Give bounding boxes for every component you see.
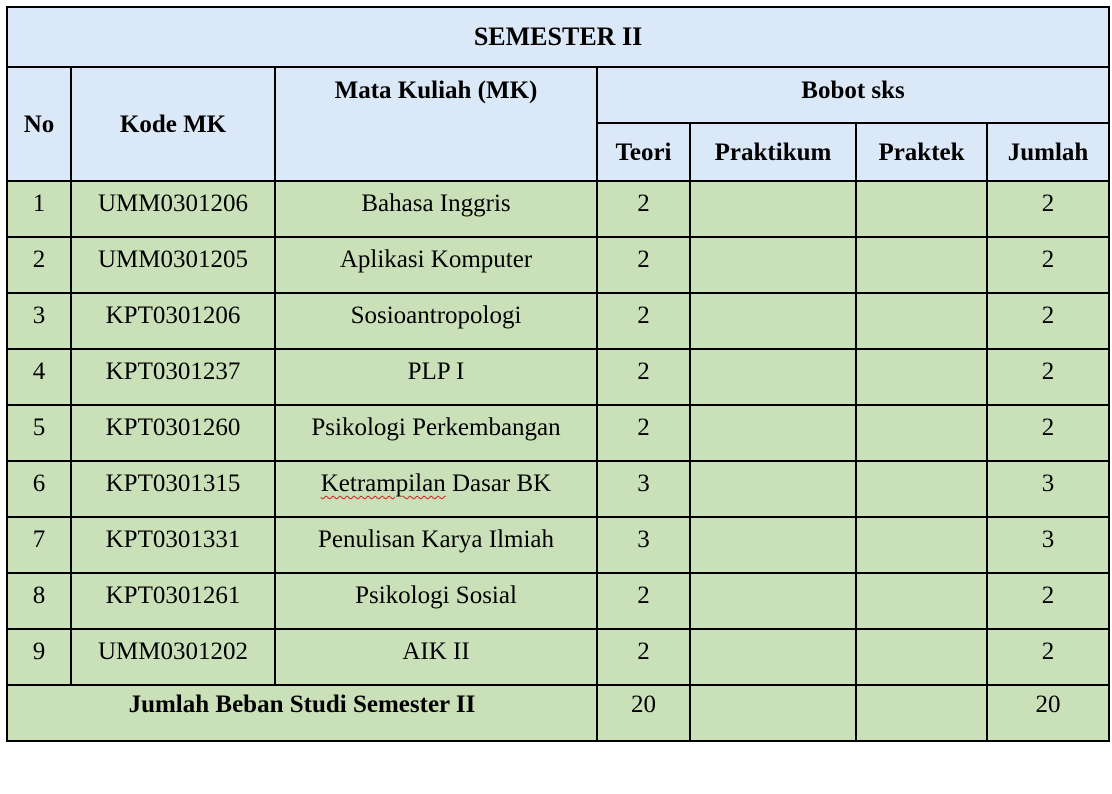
cell-no: 6 bbox=[7, 461, 71, 517]
cell-praktikum bbox=[690, 405, 856, 461]
cell-praktek bbox=[856, 405, 987, 461]
table-row bbox=[7, 181, 1109, 237]
cell-mata-kuliah: PLP I bbox=[275, 349, 597, 405]
cell-jumlah: 2 bbox=[987, 629, 1109, 685]
total-label: Jumlah Beban Studi Semester II bbox=[7, 685, 597, 741]
cell-praktikum bbox=[690, 181, 856, 237]
total-row bbox=[7, 685, 1109, 741]
table-row bbox=[7, 573, 1109, 629]
cell-kode-mk: KPT0301331 bbox=[71, 517, 275, 573]
header-praktikum: Praktikum bbox=[690, 123, 856, 181]
cell-mata-kuliah: Psikologi Perkembangan bbox=[275, 405, 597, 461]
cell-mata-kuliah-rest: Dasar BK bbox=[445, 470, 552, 497]
cell-praktek bbox=[856, 461, 987, 517]
cell-praktek bbox=[856, 517, 987, 573]
cell-mata-kuliah: Psikologi Sosial bbox=[275, 573, 597, 629]
cell-teori: 2 bbox=[597, 573, 690, 629]
cell-kode-mk: KPT0301206 bbox=[71, 293, 275, 349]
cell-praktikum bbox=[690, 461, 856, 517]
header-praktek: Praktek bbox=[856, 123, 987, 181]
cell-teori: 2 bbox=[597, 405, 690, 461]
table-row bbox=[7, 293, 1109, 349]
cell-mata-kuliah bbox=[275, 461, 597, 517]
cell-no: 2 bbox=[7, 237, 71, 293]
total-praktikum bbox=[690, 685, 856, 741]
header-teori: Teori bbox=[597, 123, 690, 181]
cell-praktikum bbox=[690, 573, 856, 629]
cell-jumlah: 3 bbox=[987, 461, 1109, 517]
cell-mata-kuliah: AIK II bbox=[275, 629, 597, 685]
cell-praktikum bbox=[690, 293, 856, 349]
cell-praktek bbox=[856, 237, 987, 293]
cell-no: 3 bbox=[7, 293, 71, 349]
table-row bbox=[7, 461, 1109, 517]
cell-teori: 2 bbox=[597, 237, 690, 293]
header-kode-mk: Kode MK bbox=[71, 67, 275, 181]
cell-praktikum bbox=[690, 237, 856, 293]
table-row bbox=[7, 517, 1109, 573]
table-row bbox=[7, 629, 1109, 685]
cell-kode-mk: UMM0301202 bbox=[71, 629, 275, 685]
cell-teori: 2 bbox=[597, 181, 690, 237]
cell-no: 8 bbox=[7, 573, 71, 629]
cell-jumlah: 2 bbox=[987, 237, 1109, 293]
table-row bbox=[7, 349, 1109, 405]
cell-praktek bbox=[856, 629, 987, 685]
cell-praktek bbox=[856, 349, 987, 405]
cell-teori: 2 bbox=[597, 293, 690, 349]
table-row bbox=[7, 405, 1109, 461]
cell-jumlah: 2 bbox=[987, 181, 1109, 237]
cell-no: 1 bbox=[7, 181, 71, 237]
cell-kode-mk: KPT0301261 bbox=[71, 573, 275, 629]
cell-praktek bbox=[856, 573, 987, 629]
cell-jumlah: 3 bbox=[987, 517, 1109, 573]
total-jumlah: 20 bbox=[987, 685, 1109, 741]
document-page bbox=[6, 6, 1110, 742]
cell-praktikum bbox=[690, 349, 856, 405]
total-praktek bbox=[856, 685, 987, 741]
table-row bbox=[7, 237, 1109, 293]
cell-no: 9 bbox=[7, 629, 71, 685]
header-jumlah: Jumlah bbox=[987, 123, 1109, 181]
header-no: No bbox=[7, 67, 71, 181]
cell-jumlah: 2 bbox=[987, 573, 1109, 629]
cell-praktek bbox=[856, 181, 987, 237]
total-teori: 20 bbox=[597, 685, 690, 741]
cell-praktek bbox=[856, 293, 987, 349]
cell-no: 7 bbox=[7, 517, 71, 573]
header-bobot-sks: Bobot sks bbox=[597, 67, 1109, 123]
cell-mata-kuliah: Bahasa Inggris bbox=[275, 181, 597, 237]
cell-mata-kuliah: Sosioantropologi bbox=[275, 293, 597, 349]
cell-teori: 2 bbox=[597, 349, 690, 405]
cell-jumlah: 2 bbox=[987, 405, 1109, 461]
cell-kode-mk: UMM0301205 bbox=[71, 237, 275, 293]
cell-kode-mk: KPT0301237 bbox=[71, 349, 275, 405]
spellcheck-flagged-word: Ketrampilan bbox=[320, 470, 446, 497]
cell-praktikum bbox=[690, 517, 856, 573]
semester-title: SEMESTER II bbox=[7, 7, 1109, 67]
header-mata-kuliah: Mata Kuliah (MK) bbox=[275, 67, 597, 181]
cell-kode-mk: KPT0301260 bbox=[71, 405, 275, 461]
cell-teori: 2 bbox=[597, 629, 690, 685]
cell-teori: 3 bbox=[597, 461, 690, 517]
cell-kode-mk: UMM0301206 bbox=[71, 181, 275, 237]
cell-mata-kuliah: Aplikasi Komputer bbox=[275, 237, 597, 293]
cell-no: 5 bbox=[7, 405, 71, 461]
semester-table bbox=[6, 6, 1110, 742]
cell-jumlah: 2 bbox=[987, 293, 1109, 349]
cell-no: 4 bbox=[7, 349, 71, 405]
cell-teori: 3 bbox=[597, 517, 690, 573]
cell-kode-mk: KPT0301315 bbox=[71, 461, 275, 517]
cell-mata-kuliah: Penulisan Karya Ilmiah bbox=[275, 517, 597, 573]
cell-praktikum bbox=[690, 629, 856, 685]
cell-jumlah: 2 bbox=[987, 349, 1109, 405]
